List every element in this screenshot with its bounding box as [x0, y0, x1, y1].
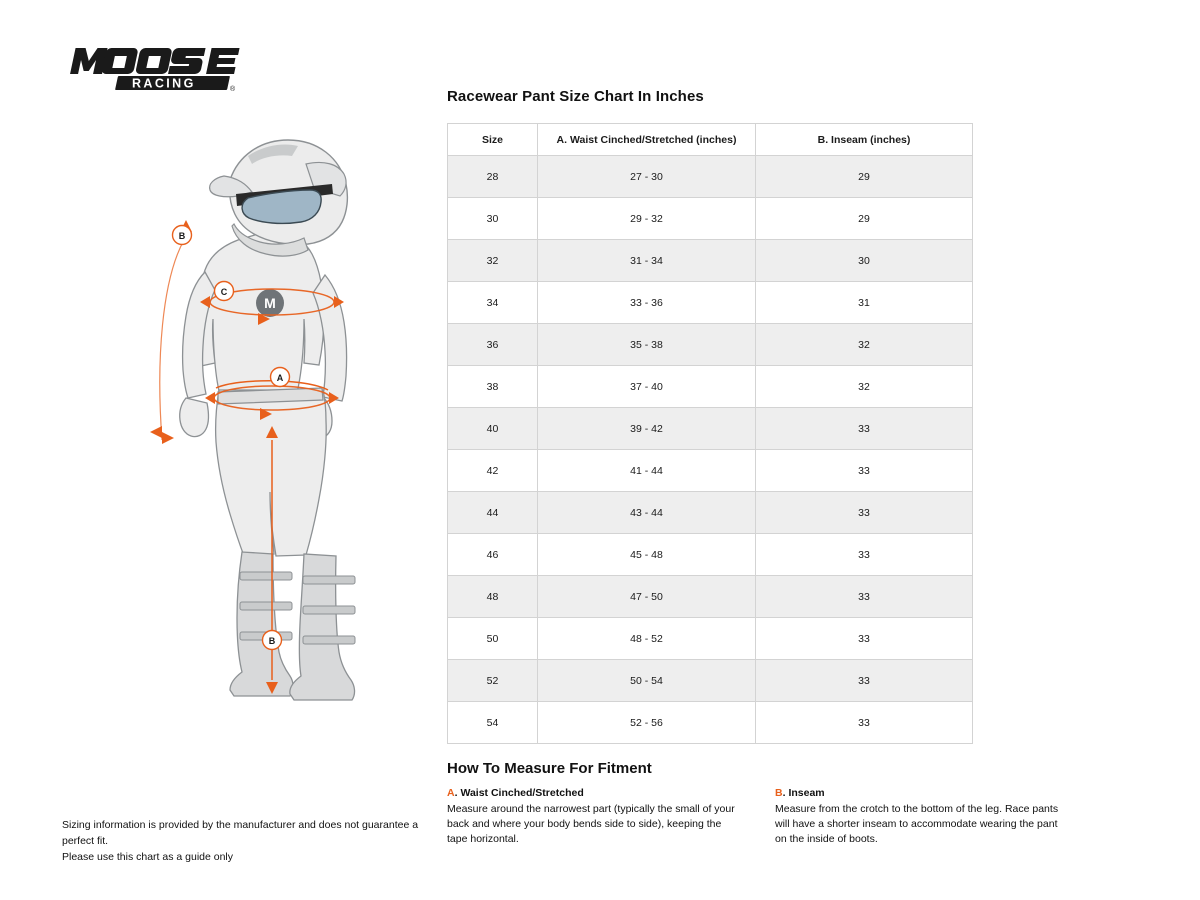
cell-size: 36: [448, 324, 538, 366]
measure-item-title: [775, 787, 1071, 799]
table-row: [448, 702, 973, 744]
table-row: [448, 492, 973, 534]
rider-measurement-diagram: [120, 120, 440, 740]
cell-waist: 52 - 56: [538, 702, 756, 744]
cell-inseam: 33: [756, 702, 973, 744]
measure-letter-b-suffix: .: [782, 787, 786, 799]
table-row: [448, 534, 973, 576]
measure-letter-a-suffix: .: [454, 787, 458, 799]
cell-inseam: 29: [756, 156, 973, 198]
measure-text-inseam: Measure from the crotch to the bottom of the leg. Race pants will have a shorter inseam to accommodate wearing the pant on the inside of boots.: [775, 803, 1059, 845]
measure-text-waist: Measure around the narrowest part (typically the small of your back and where your body bends side to side), keeping the tape horizontal.: [447, 803, 735, 845]
jersey-logo-letter: M: [264, 295, 276, 311]
cell-size: 52: [448, 660, 538, 702]
cell-waist: 45 - 48: [538, 534, 756, 576]
cell-waist: 31 - 34: [538, 240, 756, 282]
callout-b-bottom-label: B: [268, 636, 276, 646]
callout-c-label: C: [220, 287, 228, 297]
cell-size: 32: [448, 240, 538, 282]
table-row: [448, 324, 973, 366]
disclaimer-line-1: Sizing information is provided by the manufacturer and does not guarantee a perfect fit.: [62, 819, 419, 847]
disclaimer-line-2: Please use this chart as a guide only: [62, 850, 234, 863]
cell-size: 30: [448, 198, 538, 240]
cell-inseam: 33: [756, 450, 973, 492]
cell-inseam: 31: [756, 282, 973, 324]
cell-size: 34: [448, 282, 538, 324]
cell-inseam: 33: [756, 576, 973, 618]
table-row: [448, 282, 973, 324]
callout-a-label: A: [276, 373, 284, 383]
callout-b-top-label: B: [178, 231, 186, 241]
cell-inseam: 33: [756, 618, 973, 660]
cell-waist: 39 - 42: [538, 408, 756, 450]
cell-inseam: 32: [756, 366, 973, 408]
logo-registered-mark: ®: [230, 86, 236, 93]
chart-section: [447, 88, 1087, 847]
cell-waist: 35 - 38: [538, 324, 756, 366]
measure-title-waist: Waist Cinched/Stretched: [460, 787, 584, 799]
measure-letter-a: A: [447, 787, 455, 799]
cell-size: 42: [448, 450, 538, 492]
cell-inseam: 32: [756, 324, 973, 366]
size-chart-table: [447, 123, 973, 744]
table-row: [448, 240, 973, 282]
cell-waist: 47 - 50: [538, 576, 756, 618]
column-header-waist: A. Waist Cinched/Stretched (inches): [538, 124, 756, 156]
table-row: [448, 618, 973, 660]
table-row: [448, 156, 973, 198]
sizing-disclaimer: [62, 818, 442, 865]
logo-racing-text: RACING: [132, 76, 196, 91]
page-title: Racewear Pant Size Chart In Inches: [447, 88, 704, 105]
cell-size: 50: [448, 618, 538, 660]
table-row: [448, 660, 973, 702]
measure-title-inseam: Inseam: [788, 787, 825, 799]
cell-size: 48: [448, 576, 538, 618]
cell-size: 46: [448, 534, 538, 576]
measure-item-waist: [447, 787, 743, 847]
table-row: [448, 366, 973, 408]
table-row: [448, 408, 973, 450]
measure-item-title: [447, 787, 743, 799]
cell-inseam: 30: [756, 240, 973, 282]
cell-inseam: 33: [756, 408, 973, 450]
how-to-measure-section: [447, 760, 1087, 847]
cell-size: 44: [448, 492, 538, 534]
measure-item-inseam: [775, 787, 1071, 847]
cell-waist: 48 - 52: [538, 618, 756, 660]
cell-inseam: 33: [756, 660, 973, 702]
how-to-measure-heading: How To Measure For Fitment: [447, 760, 652, 777]
table-header-row: [448, 124, 973, 156]
cell-waist: 50 - 54: [538, 660, 756, 702]
column-header-size: Size: [448, 124, 538, 156]
moose-racing-logo: [62, 46, 252, 98]
cell-size: 38: [448, 366, 538, 408]
cell-waist: 33 - 36: [538, 282, 756, 324]
measure-letter-b: B: [775, 787, 783, 799]
cell-waist: 41 - 44: [538, 450, 756, 492]
cell-inseam: 33: [756, 492, 973, 534]
cell-size: 54: [448, 702, 538, 744]
column-header-inseam: B. Inseam (inches): [756, 124, 973, 156]
cell-waist: 29 - 32: [538, 198, 756, 240]
cell-waist: 27 - 30: [538, 156, 756, 198]
table-row: [448, 450, 973, 492]
cell-size: 28: [448, 156, 538, 198]
cell-inseam: 33: [756, 534, 973, 576]
cell-waist: 43 - 44: [538, 492, 756, 534]
cell-size: 40: [448, 408, 538, 450]
table-row: [448, 576, 973, 618]
table-row: [448, 198, 973, 240]
cell-inseam: 29: [756, 198, 973, 240]
cell-waist: 37 - 40: [538, 366, 756, 408]
